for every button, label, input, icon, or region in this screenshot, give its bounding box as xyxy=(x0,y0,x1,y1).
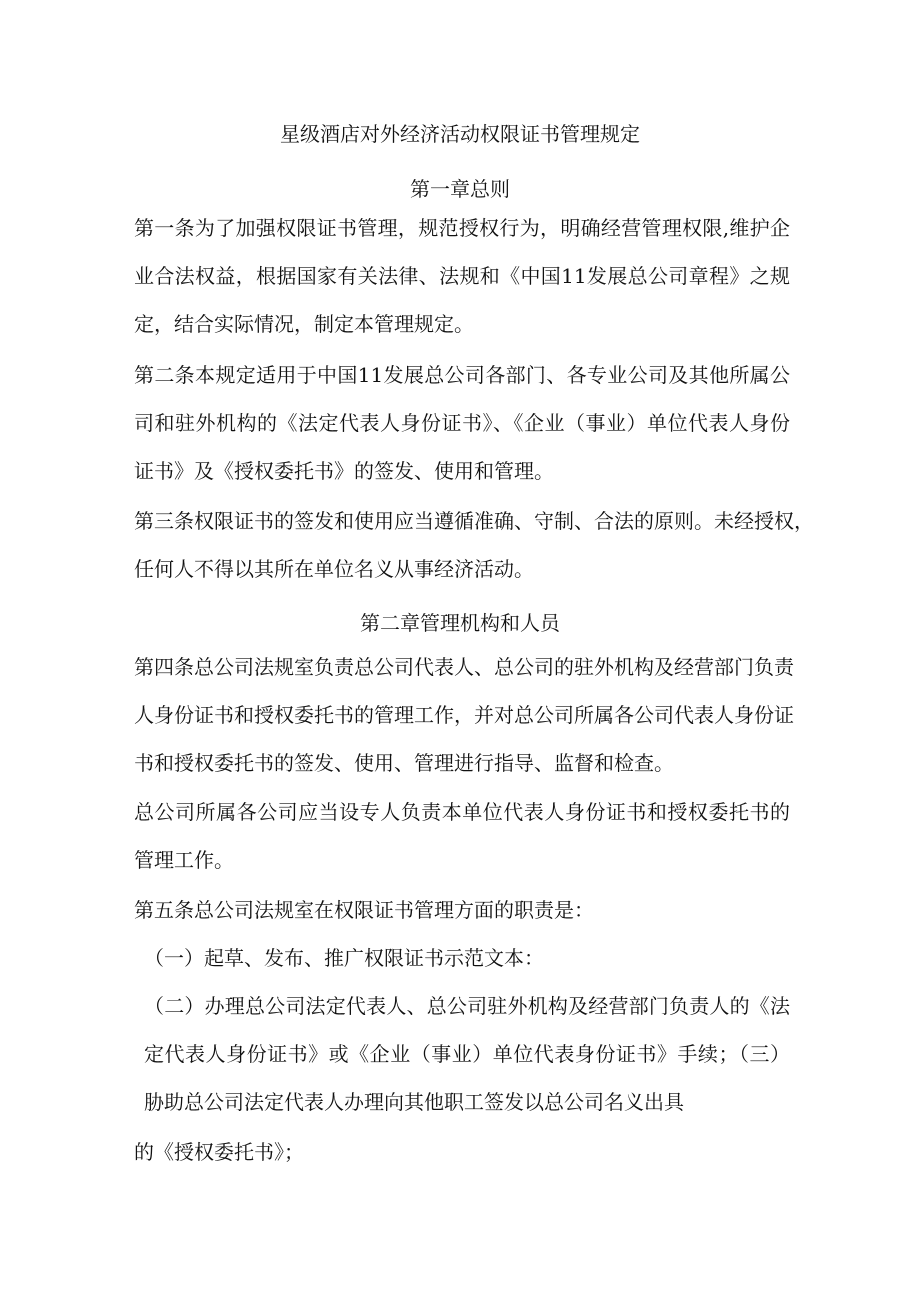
article-3 xyxy=(134,497,814,593)
article-4-supplement-line: 总公司所属各公司应当设专人负责本单位代表人身份证书和授权委托书的 xyxy=(134,800,790,824)
article-4-supplement-line: 管理工作。 xyxy=(134,848,234,872)
article-4-line: 第四条总公司法规室负责总公司代表人、总公司的驻外机构及经营部门负责 xyxy=(134,655,794,679)
article-1-line: 业合法权益，根据国家有关法律、法规和《中国11发展总公司章程》之规 xyxy=(134,264,790,288)
chapter-1-heading: 第一章总则 xyxy=(410,177,510,201)
item-2-ending xyxy=(134,1128,790,1176)
item-2-line: 定代表人身份证书》或《企业（事业）单位代表身份证书》手续；（三） xyxy=(144,1042,790,1066)
article-4-line: 人身份证书和授权委托书的管理工作，并对总公司所属各公司代表人身份证 xyxy=(134,703,794,727)
item-1-line: （一）起草、发布、推广权限证书示范文本： xyxy=(144,946,544,970)
article-2 xyxy=(134,351,790,495)
article-2-line: 司和驻外机构的《法定代表人身份证书》、《企业（事业）单位代表人身份 xyxy=(134,411,790,435)
item-2-line: （二）办理总公司法定代表人、总公司驻外机构及经营部门负责人的《法 xyxy=(144,994,790,1018)
article-1-line: 第一条为了加强权限证书管理，规范授权行为，明确经营管理权限,维护企 xyxy=(134,216,790,240)
article-5-line: 第五条总公司法规室在权限证书管理方面的职责是： xyxy=(134,898,594,922)
article-2-line: 第二条本规定适用于中国11发展总公司各部门、各专业公司及其他所属公 xyxy=(134,363,790,387)
article-1-line: 定，结合实际情况，制定本管理规定。 xyxy=(134,312,474,336)
article-4 xyxy=(134,643,794,787)
article-4-line: 书和授权委托书的签发、使用、管理进行指导、监督和检查。 xyxy=(134,751,674,775)
item-2-line: 胁助总公司法定代表人办理向其他职工签发以总公司名义出具 xyxy=(144,1090,684,1114)
chapter-2-heading: 第二章管理机构和人员 xyxy=(360,611,560,635)
document-title: 星级酒店对外经济活动权限证书管理规定 xyxy=(280,122,640,146)
item-2-ending-line: 的《授权委托书》； xyxy=(134,1140,304,1164)
article-2-line: 证书》及《授权委托书》的签发、使用和管理。 xyxy=(134,459,554,483)
article-3-line: 第三条权限证书的签发和使用应当遵循准确、守制、合法的原则。未经授权， xyxy=(134,509,814,533)
article-1 xyxy=(134,204,790,348)
article-4-supplement xyxy=(134,788,790,884)
article-5 xyxy=(134,886,790,934)
item-2 xyxy=(144,982,790,1126)
article-3-line: 任何人不得以其所在单位名义从事经济活动。 xyxy=(134,557,534,581)
item-1 xyxy=(144,934,790,982)
